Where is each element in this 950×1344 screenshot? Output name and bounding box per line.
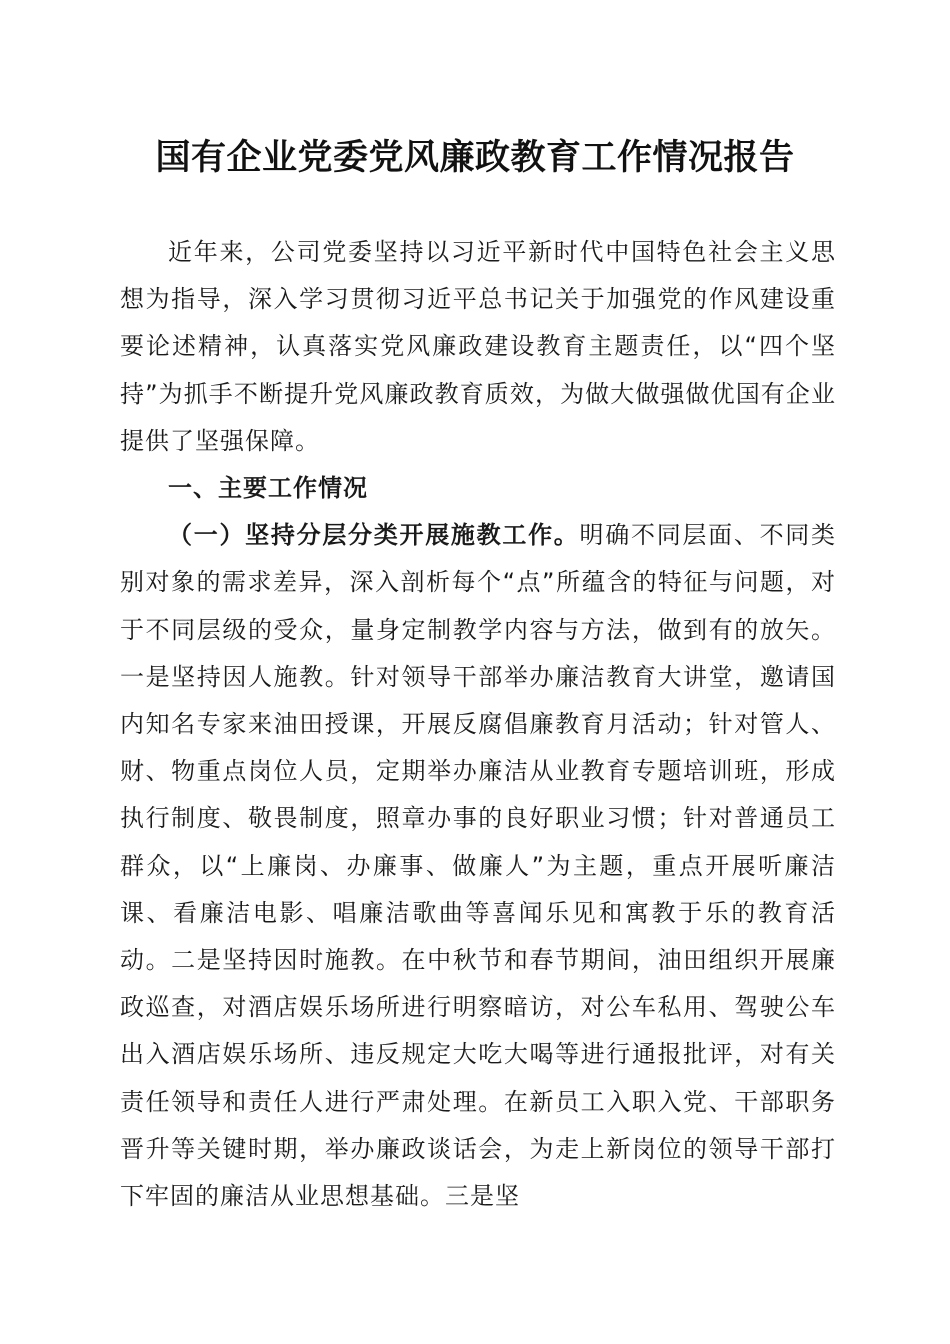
- document-title: 国有企业党委党风廉政教育工作情况报告: [155, 137, 795, 178]
- section-heading: 一、主要工作情况: [168, 474, 368, 503]
- subsection-lead: （一）坚持分层分类开展施教工作。: [168, 521, 580, 550]
- document-body: [120, 229, 836, 1220]
- subsection-paragraph: [120, 512, 836, 1220]
- intro-paragraph: 近年来，公司党委坚持以习近平新时代中国特色社会主义思想为指导，深入学习贯彻习近平总书记关于加强党的作风建设重要论述精神，认真落实党风廉政建设教育主题责任，以“四个坚持”为抓手不断提升党风廉政教育质效，为做大做强做优国有企业提供了坚强保障。: [120, 238, 836, 455]
- subsection-body: 明确不同层面、不同类别对象的需求差异，深入剖析每个“点”所蕴含的特征与问题，对于不同层级的受众，量身定制教学内容与方法，做到有的放矢。一是坚持因人施教。针对领导干部举办廉洁教育大讲堂，邀请国内知名专家来油田授课，开展反腐倡廉教育月活动；针对管人、财、物重点岗位人员，定期举办廉洁从业教育专题培训班，形成执行制度、敬畏制度，照章办事的良好职业习惯；针对普通员工群众，以“上廉岗、办廉事、做廉人”为主题，重点开展听廉洁课、看廉洁电影、唱廉洁歌曲等喜闻乐见和寓教于乐的教育活动。二是坚持因时施教。在中秋节和春节期间，油田组织开展廉政巡查，对酒店娱乐场所进行明察暗访，对公车私用、驾驶公车出入酒店娱乐场所、违反规定大吃大喝等进行通报批评，对有关责任领导和责任人进行严肃处理。在新员工入职入党、干部职务晋升等关键时期，举办廉政谈话会，为走上新岗位的领导干部打下牢固的廉洁从业思想基础。三是坚: [120, 521, 837, 1211]
